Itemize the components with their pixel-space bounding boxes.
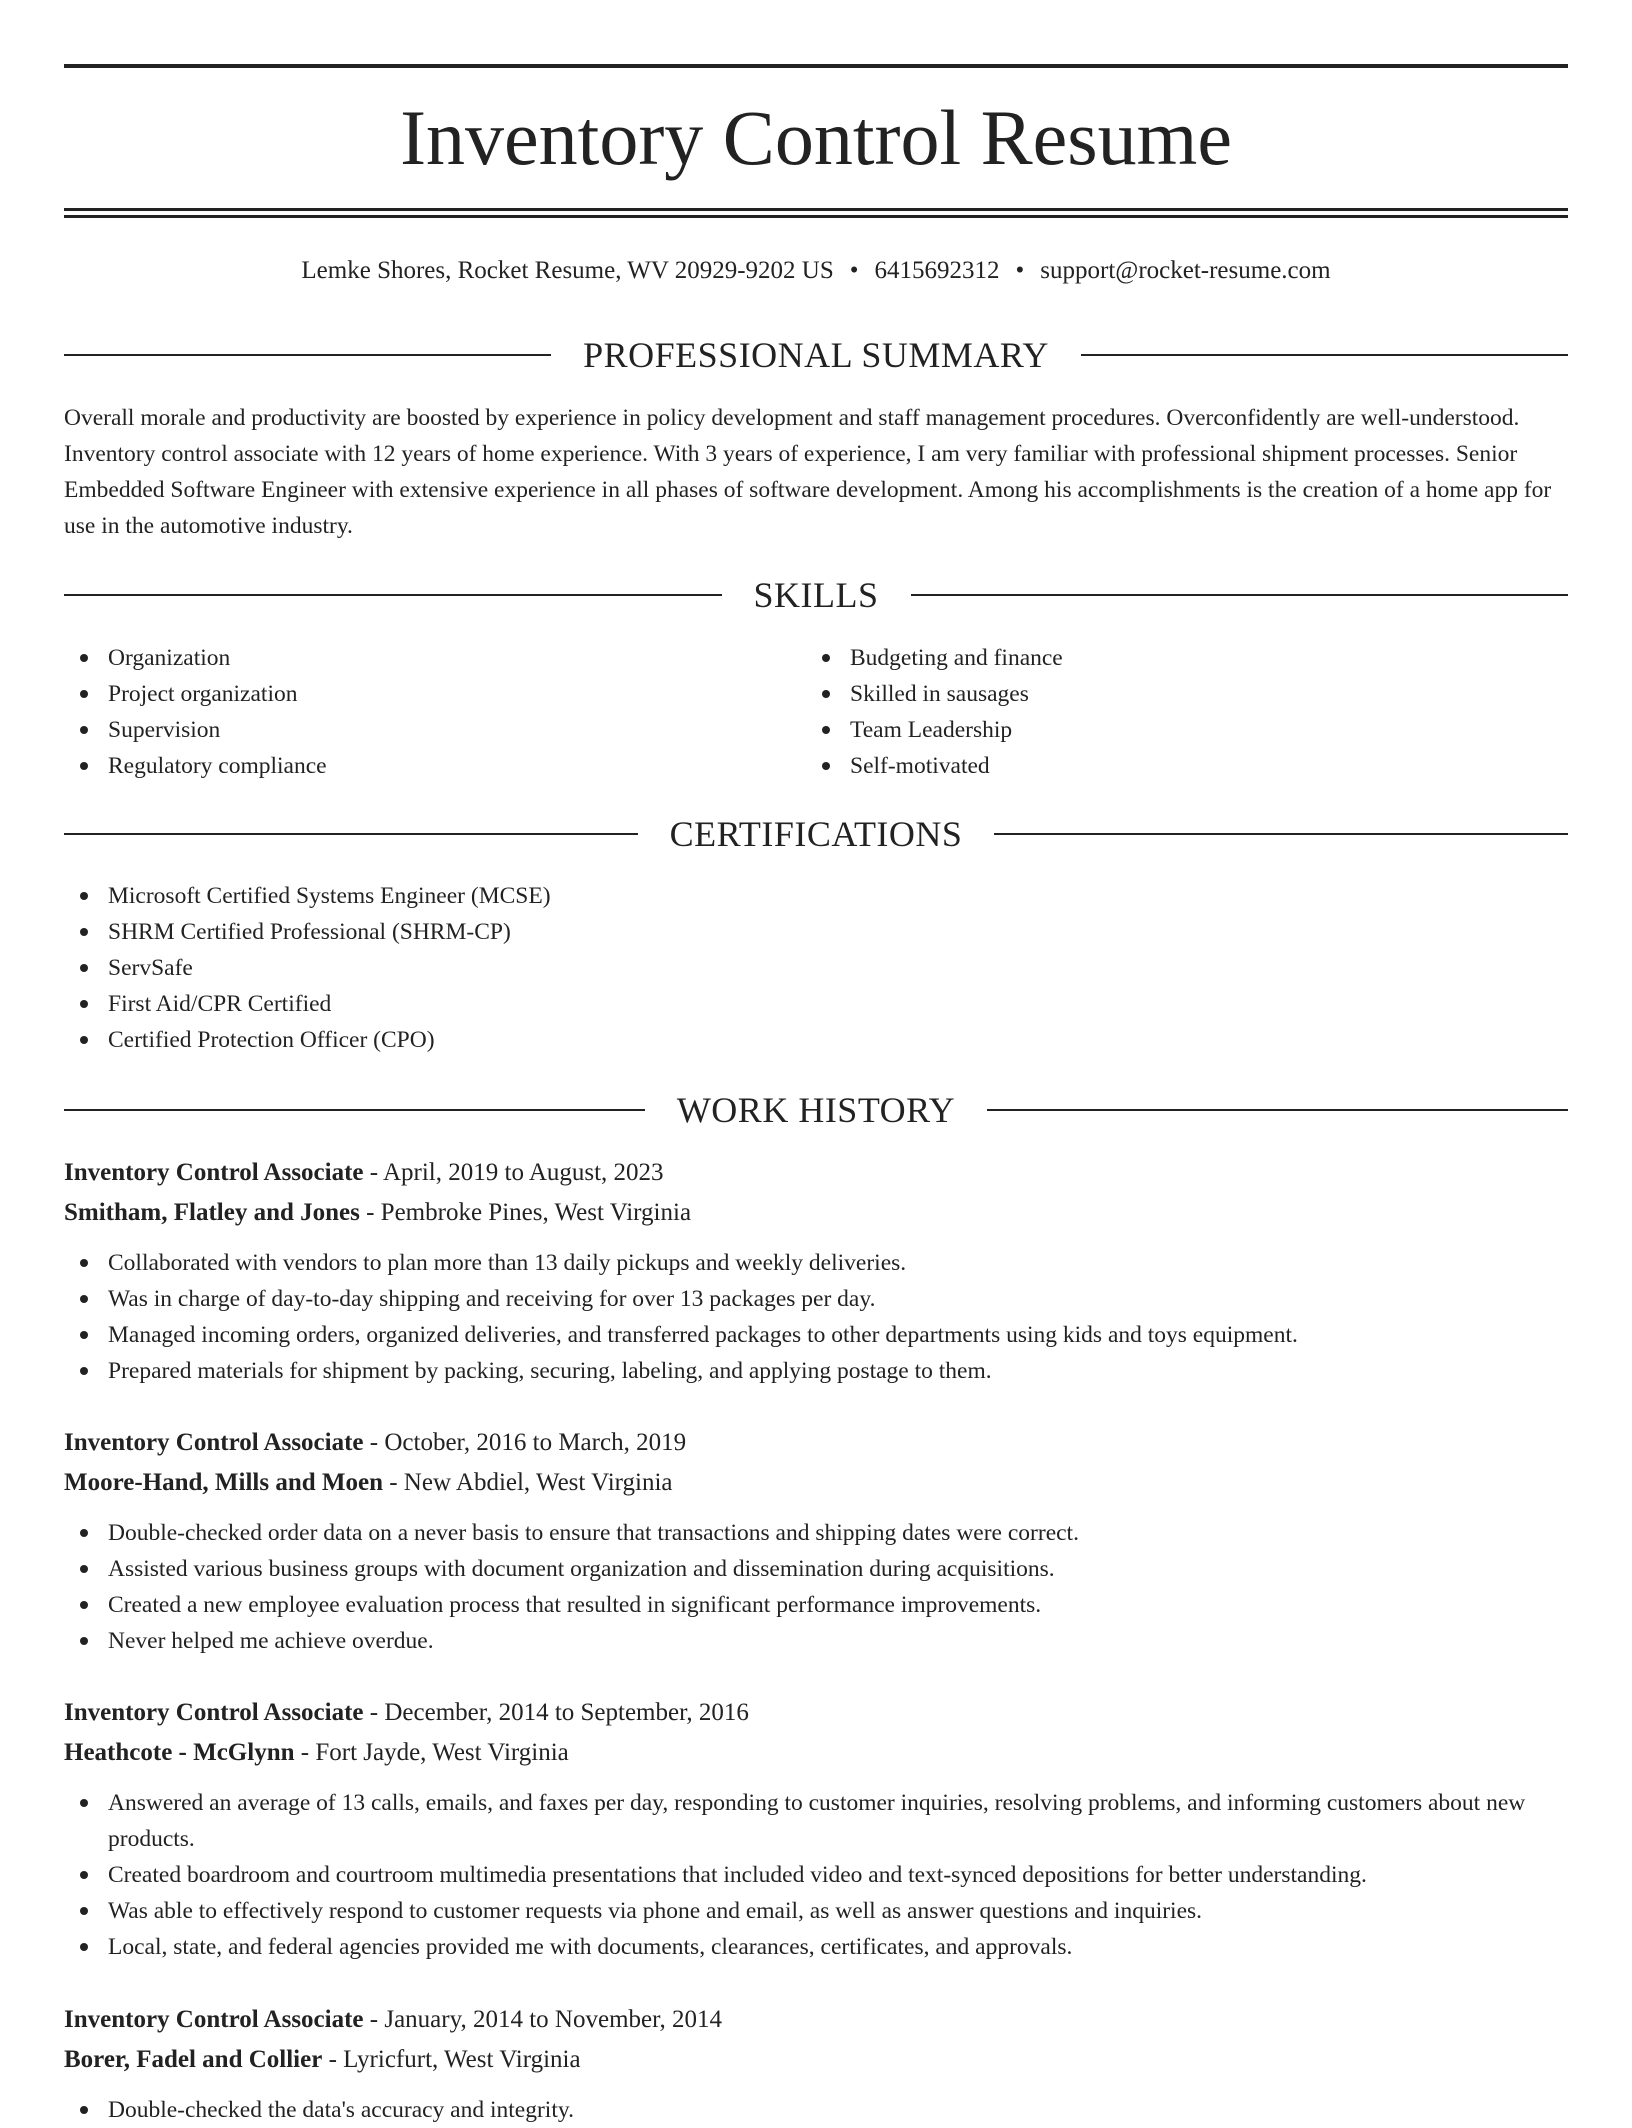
job-bullet	[64, 1551, 1568, 1587]
job-company-line	[64, 1733, 1568, 1773]
certification-item	[64, 986, 551, 1022]
job-bullet	[64, 1623, 1568, 1659]
certification-label: First Aid/CPR Certified	[108, 991, 332, 1017]
job-bullet	[64, 1281, 1568, 1317]
job-location: - New Abdiel, West Virginia	[382, 1469, 673, 1496]
heading-rule	[64, 1109, 645, 1111]
certifications-list	[64, 878, 551, 1058]
job-company: Moore-Hand, Mills and Moen	[64, 1469, 383, 1496]
job-bullet-text: Collaborated with vendors to plan more than 13 daily pickups and weekly deliveries.	[108, 1250, 907, 1276]
bullet-dot	[80, 726, 88, 734]
bullet-dot	[822, 726, 830, 734]
bullet-dot	[80, 1000, 88, 1008]
job-title-line	[64, 1423, 1568, 1463]
skill-label: Project organization	[108, 681, 298, 707]
job-bullet	[64, 1857, 1568, 1893]
job-bullet	[64, 1245, 1568, 1281]
job-location: - Lyricfurt, West Virginia	[322, 2046, 581, 2073]
job-bullet-text: Was in charge of day-to-day shipping and receiving for over 13 packages per day.	[108, 1286, 876, 1312]
job-company: Borer, Fadel and Collier	[64, 2046, 323, 2073]
job-bullet	[64, 1893, 1568, 1929]
heading-rule	[911, 594, 1569, 596]
skills-left-column	[64, 640, 327, 784]
job-bullet	[64, 1515, 1568, 1551]
job-title: Inventory Control Associate	[64, 1159, 364, 1186]
job-bullet-text: Created a new employee evaluation process that resulted in significant performance improvements.	[108, 1592, 1042, 1618]
contact-address: Lemke Shores, Rocket Resume, WV 20929-9202 US	[301, 257, 834, 284]
skill-label: Regulatory compliance	[108, 753, 327, 779]
bullet-dot	[80, 762, 88, 770]
contact-email: support@rocket-resume.com	[1040, 257, 1331, 284]
job-bullet-text: Assisted various business groups with document organization and dissemination during acquisitions.	[108, 1556, 1055, 1582]
contact-line	[64, 254, 1568, 288]
summary-heading-label: PROFESSIONAL SUMMARY	[583, 335, 1049, 375]
job-bullet-text: Created boardroom and courtroom multimedia presentations that included video and text-synced depositions for better understanding.	[108, 1862, 1367, 1888]
certifications-heading-label: CERTIFICATIONS	[669, 814, 963, 854]
certifications-heading	[64, 812, 1568, 856]
job-entry	[64, 1423, 1568, 1659]
job-title-line	[64, 1693, 1568, 1733]
skill-item	[806, 748, 1063, 784]
heading-rule	[987, 1109, 1568, 1111]
summary-text: Overall morale and productivity are boosted by experience in policy development and staff management procedures. Overconfidently are well-understood. Inventory control associate with 12 years of home experience. With 3 years of experience, I am very familiar with professional shipment processes. Senior Embedded Software Engineer with extensive experience in all phases of software development. Among his accomplishments is the creation of a home app for use in the automotive industry.	[64, 405, 1552, 539]
job-company-line	[64, 1463, 1568, 1503]
job-bullets	[64, 1785, 1568, 1965]
job-company: Smitham, Flatley and Jones	[64, 1199, 360, 1226]
skill-item	[64, 712, 327, 748]
skill-label: Supervision	[108, 717, 221, 743]
bullet-dot	[80, 1036, 88, 1044]
job-dates: - April, 2019 to August, 2023	[363, 1159, 664, 1186]
bullet-dot	[80, 928, 88, 936]
skill-label: Self-motivated	[850, 753, 990, 779]
job-bullet-text: Never helped me achieve overdue.	[108, 1628, 434, 1654]
job-bullet-text: Prepared materials for shipment by packing, securing, labeling, and applying postage to them.	[108, 1358, 992, 1384]
job-location: - Fort Jayde, West Virginia	[294, 1739, 569, 1766]
certification-item	[64, 914, 551, 950]
job-dates: - October, 2016 to March, 2019	[363, 1429, 687, 1456]
job-bullet	[64, 1587, 1568, 1623]
bullet-dot	[80, 690, 88, 698]
heading-rule	[64, 354, 551, 356]
skill-item	[64, 676, 327, 712]
heading-rule	[1081, 354, 1568, 356]
job-bullets	[64, 2092, 1568, 2128]
job-title: Inventory Control Associate	[64, 2006, 364, 2033]
job-bullet-text: Was able to effectively respond to customer requests via phone and email, as well as answer questions and inquiries.	[108, 1898, 1203, 1924]
certifications-block	[64, 878, 551, 1058]
skills-list-left	[64, 640, 327, 784]
job-entry	[64, 2000, 1568, 2128]
heading-rule	[64, 594, 722, 596]
skill-item	[806, 676, 1063, 712]
bullet-dot	[80, 2106, 88, 2114]
job-entry	[64, 1693, 1568, 1965]
bullet-dot	[80, 964, 88, 972]
certification-item	[64, 950, 551, 986]
bullet-dot	[80, 1943, 88, 1951]
bullet-dot	[80, 1601, 88, 1609]
bullet-dot	[80, 1565, 88, 1573]
bullet-dot	[80, 1295, 88, 1303]
bullet-dot	[80, 1331, 88, 1339]
skill-item	[806, 712, 1063, 748]
certification-item	[64, 1022, 551, 1058]
bullet-dot	[80, 1367, 88, 1375]
job-bullet	[64, 2092, 1568, 2128]
job-bullet	[64, 1317, 1568, 1353]
job-location: - Pembroke Pines, West Virginia	[359, 1199, 692, 1226]
skills-right-column	[806, 640, 1063, 784]
job-bullet-text: Answered an average of 13 calls, emails, and faxes per day, responding to customer inquiries, resolving problems, and informing customers about new products.	[108, 1790, 1526, 1852]
bullet-dot	[80, 1907, 88, 1915]
bullet-dot	[80, 1637, 88, 1645]
job-company-line	[64, 2040, 1568, 2080]
job-company-line	[64, 1193, 1568, 1233]
bullet-dot	[822, 654, 830, 662]
job-bullets	[64, 1515, 1568, 1659]
skill-label: Budgeting and finance	[850, 645, 1063, 671]
bullet-dot	[80, 1871, 88, 1879]
job-bullet-text: Local, state, and federal agencies provided me with documents, clearances, certificates, and approvals.	[108, 1934, 1073, 1960]
top-rule	[64, 64, 1568, 68]
job-entry	[64, 1153, 1568, 1389]
bullet-dot	[822, 762, 830, 770]
skill-label: Skilled in sausages	[850, 681, 1029, 707]
summary-heading	[64, 333, 1568, 377]
skill-item	[64, 748, 327, 784]
job-title: Inventory Control Associate	[64, 1699, 364, 1726]
job-title-line	[64, 2000, 1568, 2040]
job-bullet-text: Managed incoming orders, organized deliveries, and transferred packages to other departments using kids and toys equipment.	[108, 1322, 1298, 1348]
skill-item	[806, 640, 1063, 676]
skills-heading-label: SKILLS	[753, 575, 879, 615]
job-title-line	[64, 1153, 1568, 1193]
skills-list-right	[806, 640, 1063, 784]
certification-label: SHRM Certified Professional (SHRM-CP)	[108, 919, 511, 945]
certification-label: Certified Protection Officer (CPO)	[108, 1027, 435, 1053]
bullet-dot	[80, 1529, 88, 1537]
title-double-rule	[64, 208, 1568, 218]
work-history-heading	[64, 1088, 1568, 1132]
contact-phone: 6415692312	[874, 257, 1000, 284]
job-bullet-text: Double-checked order data on a never basis to ensure that transactions and shipping dates were correct.	[108, 1520, 1079, 1546]
certification-label: Microsoft Certified Systems Engineer (MCSE)	[108, 883, 551, 909]
skill-label: Team Leadership	[850, 717, 1013, 743]
bullet-dot	[80, 892, 88, 900]
job-dates: - January, 2014 to November, 2014	[363, 2006, 722, 2033]
bullet-dot	[80, 1799, 88, 1807]
job-bullets	[64, 1245, 1568, 1389]
heading-rule	[994, 833, 1568, 835]
contact-separator: •	[1015, 257, 1025, 284]
work-history-heading-label: WORK HISTORY	[676, 1090, 956, 1130]
skill-label: Organization	[108, 645, 231, 671]
job-bullet	[64, 1929, 1568, 1965]
bullet-dot	[80, 1259, 88, 1267]
certification-item	[64, 878, 551, 914]
skill-item	[64, 640, 327, 676]
contact-separator: •	[849, 257, 859, 284]
heading-rule	[64, 833, 638, 835]
job-dates: - December, 2014 to September, 2016	[363, 1699, 749, 1726]
skills-heading	[64, 573, 1568, 617]
bullet-dot	[80, 654, 88, 662]
job-title: Inventory Control Associate	[64, 1429, 364, 1456]
job-bullet	[64, 1353, 1568, 1389]
job-bullet	[64, 1785, 1568, 1857]
job-company: Heathcote - McGlynn	[64, 1739, 295, 1766]
resume-title: Inventory Control Resume	[400, 94, 1232, 181]
job-bullet-text: Double-checked the data's accuracy and integrity.	[108, 2097, 574, 2123]
certification-label: ServSafe	[108, 955, 193, 981]
bullet-dot	[822, 690, 830, 698]
